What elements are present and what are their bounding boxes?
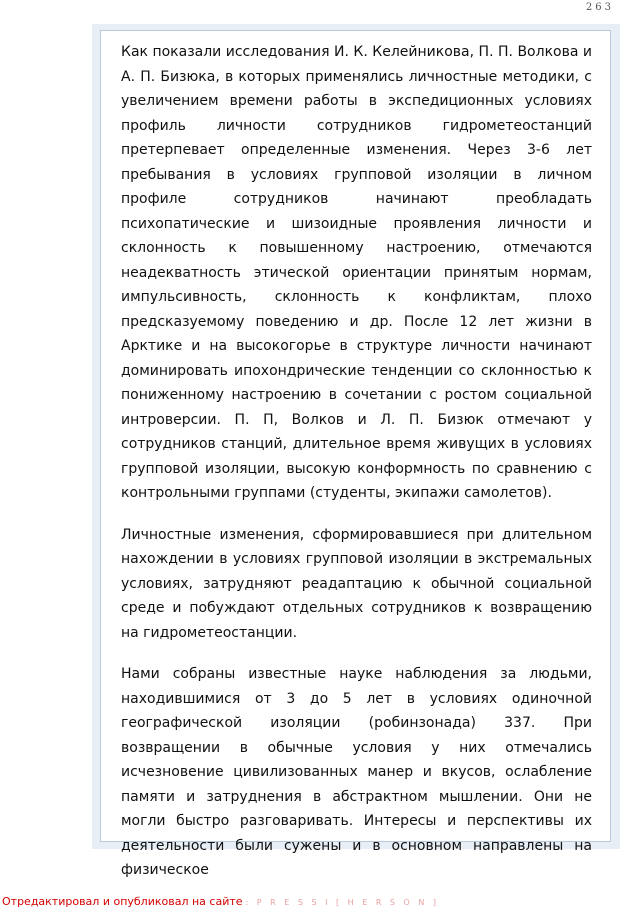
footer-credit — [2, 895, 439, 908]
content-frame — [92, 24, 620, 878]
paragraph-2: Личностные изменения, сформировавшиеся при длительном нахождении в условиях групповой изоляции в экстремальных условиях, затрудняют реадаптацию к обычной социальной среде и побуждают отдельных сотрудников к возвращению на гидрометеостанции. — [121, 526, 592, 641]
footer-text: Отредактировал и опубликовал на сайте — [2, 895, 243, 908]
text-box — [100, 30, 611, 878]
paragraph-1: Как показали исследования И. К. Келейникова, П. П. Волкова и А. П. Бизюка, в которых применялись личностные методики, с увеличением времени работы в экспедиционных условиях профиль личности сотрудников гидрометеостанций претерпевает определенные изменения. Через 3-6 лет пребывания в условиях групповой изоляции в личном профиле сотрудников начинают преобладать психопатические и шизоидные проявления личности и склонность к повышенному настроению, отмечаются неадекватность этической ориентации принятым нормам, импульсивность, склонность к конфликтам, плохо предсказуемому поведению и др. После 12 лет жизни в Арктике и на высокогорье в структуре личности начинают доминировать ипохондрические тенденции со склонностью к пониженному настроению в сочетании с ростом социальной интроверсии. П. П, Волков и Л. П. Бизюк отмечают у сотрудников станций, длительное время живущих в условиях групповой изоляции, высокую конформность по сравнению с контрольными группами (студенты, экипажи самолетов). — [121, 44, 592, 501]
paragraph-3: Нами собраны известные науке наблюдения за людьми, находившимися от 3 до 5 лет в условиях одиночной географической изоляции (робинзонада) 337. При возвращении в обычные условия у них отмечались исчезновение цивилизованных манер и вкусов, ослабление памяти и затруднения в абстрактном мышлении. Они не могли быстро разговаривать. Интересы и перспективы их деятельности были сужены и в основном направлены на физическое — [121, 666, 592, 878]
footer-site-link[interactable]: : P R E S S I [ H E R S O N ] — [245, 898, 440, 907]
page-number: 263 — [585, 2, 614, 13]
